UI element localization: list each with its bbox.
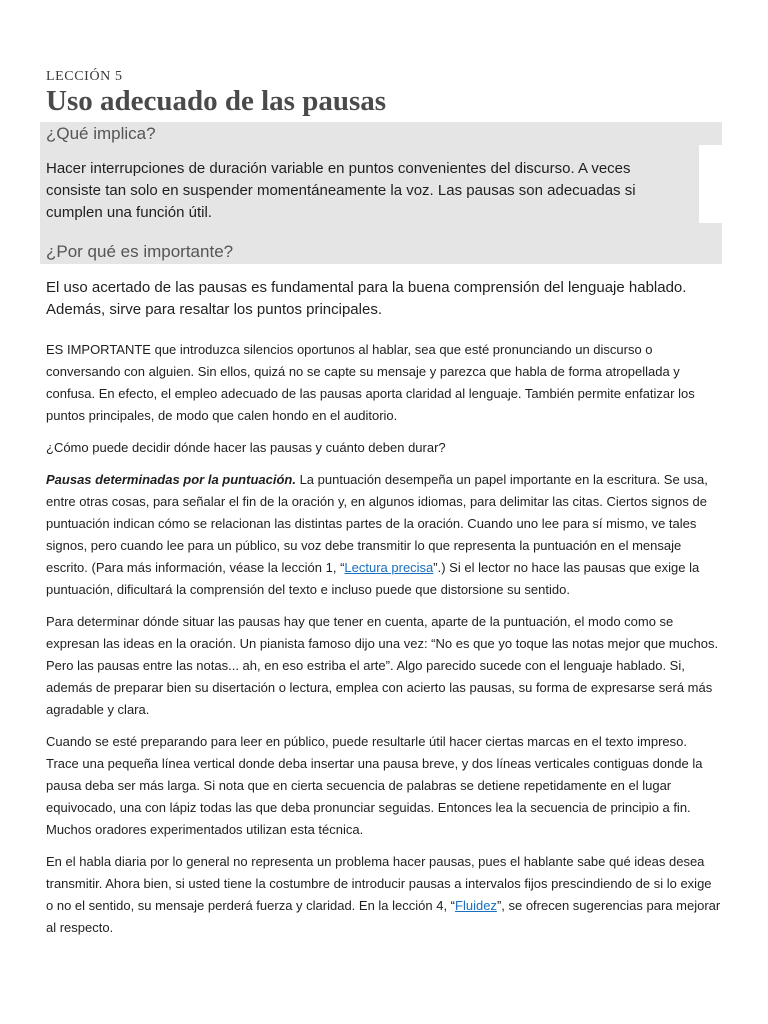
question-what-implies: ¿Qué implica?: [46, 124, 156, 143]
answer-why-important: El uso acertado de las pausas es fundamental para la buena comprensión del lenguaje hablado. Además, sirve para resaltar los puntos principales.: [46, 279, 687, 318]
question-why-important: ¿Por qué es importante?: [46, 242, 234, 261]
paragraph-2: ¿Cómo puede decidir dónde hacer las pausas y cuánto deben durar?: [46, 440, 446, 455]
paragraph-6: [46, 851, 722, 939]
paragraph-3-lead: Pausas determinadas por la puntuación.: [46, 472, 296, 487]
page-title: Uso adecuado de las pausas: [46, 85, 387, 117]
lesson-label: LECCIÓN 5: [46, 69, 123, 84]
article-body: [46, 339, 722, 949]
link-lectura-precisa[interactable]: Lectura precisa: [344, 560, 434, 575]
paragraph-4: Para determinar dónde situar las pausas hay que tener en cuenta, aparte de la puntuación, el modo como se expresan las ideas en la oración. Un pianista famoso dijo una vez: “No es que yo toque las notas mejor que muchos. Pero las pausas entre las notas... ah, en eso estriba el arte”. Algo parecido sucede con el lenguaje hablado. Si, además de preparar bien su disertación o lectura, emplea con acierto las pausas, su forma de expresarse será más agradable y clara.: [46, 614, 719, 717]
link-fluidez[interactable]: Fluidez: [455, 898, 497, 913]
paragraph-3: [46, 469, 722, 601]
paragraph-3-text-b: ”.) Si el lector no hace las pausas que exige la puntuación, dificultará la comprensión del texto e incluso puede que distorsione su sentido.: [46, 560, 700, 597]
paragraph-6-text-a: En el habla diaria por lo general no representa un problema hacer pausas, pues el hablante sabe qué ideas desea transmitir. Ahora bien, si usted tiene la costumbre de introducir pausas a intervalos fijos prescindiendo de si lo exige o no el sentido, su mensaje perderá fuerza y claridad. En la lección 4, “: [46, 854, 712, 913]
paragraph-5: Cuando se esté preparando para leer en público, puede resultarle útil hacer ciertas marcas en el texto impreso. Trace una pequeña línea vertical donde deba insertar una pausa breve, y dos líneas verticales contiguas donde la pausa deba ser más larga. Si nota que en cierta secuencia de palabras se detiene repetidamente en el lugar equivocado, una con lápiz todas las que deba pronunciar seguidas. Entonces lea la secuencia de principio a fin. Muchos oradores experimentados utilizan esta técnica.: [46, 734, 703, 837]
paragraph-6-text-b: ”, se ofrecen sugerencias para mejorar al respecto.: [46, 898, 721, 935]
paragraph-3-text-a: La puntuación desempeña un papel importante en la escritura. Se usa, entre otras cosas, para señalar el fin de la oración y, en algunos idiomas, para delimitar las citas. Ciertos signos de puntuación indican cómo se relacionan las distintas partes de la oración. Cuando uno lee para sí mismo, ve tales signos, pero cuando lee para un público, su voz debe transmitir lo que representa la puntuación en el mensaje escrito. (Para más información, véase la lección 1, “: [46, 472, 708, 575]
answer-what-implies: Hacer interrupciones de duración variable en puntos convenientes del discurso. A veces consiste tan solo en suspender momentáneamente la voz. Las pausas son adecuadas si cumplen una función útil.: [46, 160, 636, 221]
paragraph-1: ES IMPORTANTE que introduzca silencios oportunos al hablar, sea que esté pronunciando un discurso o conversando con alguien. Sin ellos, quizá no se capte su mensaje y parezca que habla de forma atropellada y confusa. En efecto, el empleo adecuado de las pausas aporta claridad al lenguaje. También permite enfatizar los puntos principales, de modo que calen hondo en el auditorio.: [46, 342, 695, 423]
